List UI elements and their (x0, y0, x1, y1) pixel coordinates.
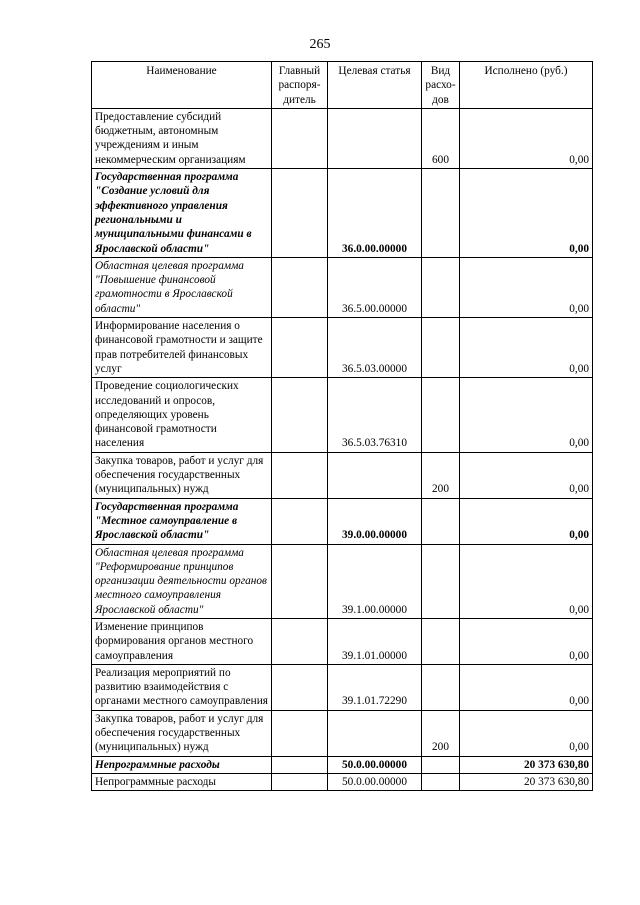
row-executed-cell: 0,00 (460, 664, 593, 710)
header-name: Наименование (92, 62, 272, 109)
row-target-item-cell: 36.0.00.00000 (328, 169, 422, 258)
row-name-cell: Закупка товаров, работ и услуг для обеспечения государственных (муниципальных) нужд (92, 452, 272, 498)
row-main-manager-cell (272, 169, 328, 258)
row-target-item-cell: 39.1.01.72290 (328, 664, 422, 710)
row-name-cell: Закупка товаров, работ и услуг для обеспечения государственных (муниципальных) нужд (92, 710, 272, 756)
row-target-item-cell: 39.1.01.00000 (328, 618, 422, 664)
page-number: 265 (309, 37, 331, 52)
row-main-manager-cell (272, 618, 328, 664)
row-expense-kind-cell (422, 544, 460, 618)
table-row (92, 618, 593, 664)
table-row (92, 664, 593, 710)
row-target-item-cell: 39.1.00.00000 (328, 544, 422, 618)
row-target-item-cell: 36.5.00.00000 (328, 257, 422, 317)
row-executed-cell: 0,00 (460, 108, 593, 168)
row-main-manager-cell (272, 664, 328, 710)
row-target-item-cell: 36.5.03.76310 (328, 378, 422, 452)
row-main-manager-cell (272, 108, 328, 168)
row-name-cell: Проведение социологических исследований и опросов, определяющих уровень финансовой грамотности населения (92, 378, 272, 452)
table-row (92, 498, 593, 544)
row-target-item-cell: 50.0.00.00000 (328, 756, 422, 773)
row-expense-kind-cell (422, 318, 460, 378)
row-expense-kind-cell (422, 498, 460, 544)
row-expense-kind-cell: 200 (422, 710, 460, 756)
row-executed-cell: 0,00 (460, 710, 593, 756)
row-main-manager-cell (272, 710, 328, 756)
row-name-cell: Государственная программа "Создание условий для эффективного управления региональными и муниципальными финансами в Ярославской области" (92, 169, 272, 258)
row-executed-cell: 0,00 (460, 452, 593, 498)
row-name-cell: Государственная программа "Местное самоуправление в Ярославской области" (92, 498, 272, 544)
table-row (92, 544, 593, 618)
row-executed-cell: 0,00 (460, 498, 593, 544)
row-name-cell: Непрограммные расходы (92, 756, 272, 773)
row-target-item-cell (328, 108, 422, 168)
header-expense-kind: Вид расхо-дов (422, 62, 460, 109)
table-row (92, 710, 593, 756)
row-name-cell: Предоставление субсидий бюджетным, автономным учреждениям и иным некоммерческим организациям (92, 108, 272, 168)
row-main-manager-cell (272, 544, 328, 618)
row-executed-cell: 0,00 (460, 257, 593, 317)
table-row (92, 169, 593, 258)
header-main-manager: Главный распоря-дитель (272, 62, 328, 109)
table-row (92, 756, 593, 773)
row-target-item-cell: 36.5.03.00000 (328, 318, 422, 378)
row-expense-kind-cell (422, 773, 460, 790)
row-expense-kind-cell (422, 378, 460, 452)
row-expense-kind-cell (422, 169, 460, 258)
budget-table (91, 61, 593, 791)
table-row (92, 452, 593, 498)
row-expense-kind-cell (422, 664, 460, 710)
table-row (92, 318, 593, 378)
row-name-cell: Областная целевая программа "Реформирование принципов организации деятельности органов местного самоуправления Ярославской области" (92, 544, 272, 618)
header-executed: Исполнено (руб.) (460, 62, 593, 109)
row-main-manager-cell (272, 378, 328, 452)
table-body (92, 108, 593, 790)
row-expense-kind-cell: 600 (422, 108, 460, 168)
table-header (92, 62, 593, 109)
row-name-cell: Областная целевая программа "Повышение финансовой грамотности в Ярославской области" (92, 257, 272, 317)
row-expense-kind-cell: 200 (422, 452, 460, 498)
row-main-manager-cell (272, 756, 328, 773)
row-expense-kind-cell (422, 257, 460, 317)
row-name-cell: Изменение принципов формирования органов местного самоуправления (92, 618, 272, 664)
table-row (92, 773, 593, 790)
row-main-manager-cell (272, 773, 328, 790)
header-target-item: Целевая статья (328, 62, 422, 109)
row-executed-cell: 20 373 630,80 (460, 756, 593, 773)
row-main-manager-cell (272, 452, 328, 498)
row-executed-cell: 0,00 (460, 318, 593, 378)
row-name-cell: Реализация мероприятий по развитию взаимодействия с органами местного самоуправления (92, 664, 272, 710)
row-executed-cell: 0,00 (460, 169, 593, 258)
table-row (92, 378, 593, 452)
row-name-cell: Непрограммные расходы (92, 773, 272, 790)
row-target-item-cell: 50.0.00.00000 (328, 773, 422, 790)
row-executed-cell: 0,00 (460, 618, 593, 664)
row-target-item-cell (328, 710, 422, 756)
row-main-manager-cell (272, 318, 328, 378)
row-target-item-cell: 39.0.00.00000 (328, 498, 422, 544)
row-expense-kind-cell (422, 618, 460, 664)
row-name-cell: Информирование населения о финансовой грамотности и защите прав потребителей финансовых услуг (92, 318, 272, 378)
row-executed-cell: 20 373 630,80 (460, 773, 593, 790)
row-executed-cell: 0,00 (460, 544, 593, 618)
table-row (92, 257, 593, 317)
row-main-manager-cell (272, 498, 328, 544)
row-target-item-cell (328, 452, 422, 498)
row-main-manager-cell (272, 257, 328, 317)
table-row (92, 108, 593, 168)
row-expense-kind-cell (422, 756, 460, 773)
row-executed-cell: 0,00 (460, 378, 593, 452)
